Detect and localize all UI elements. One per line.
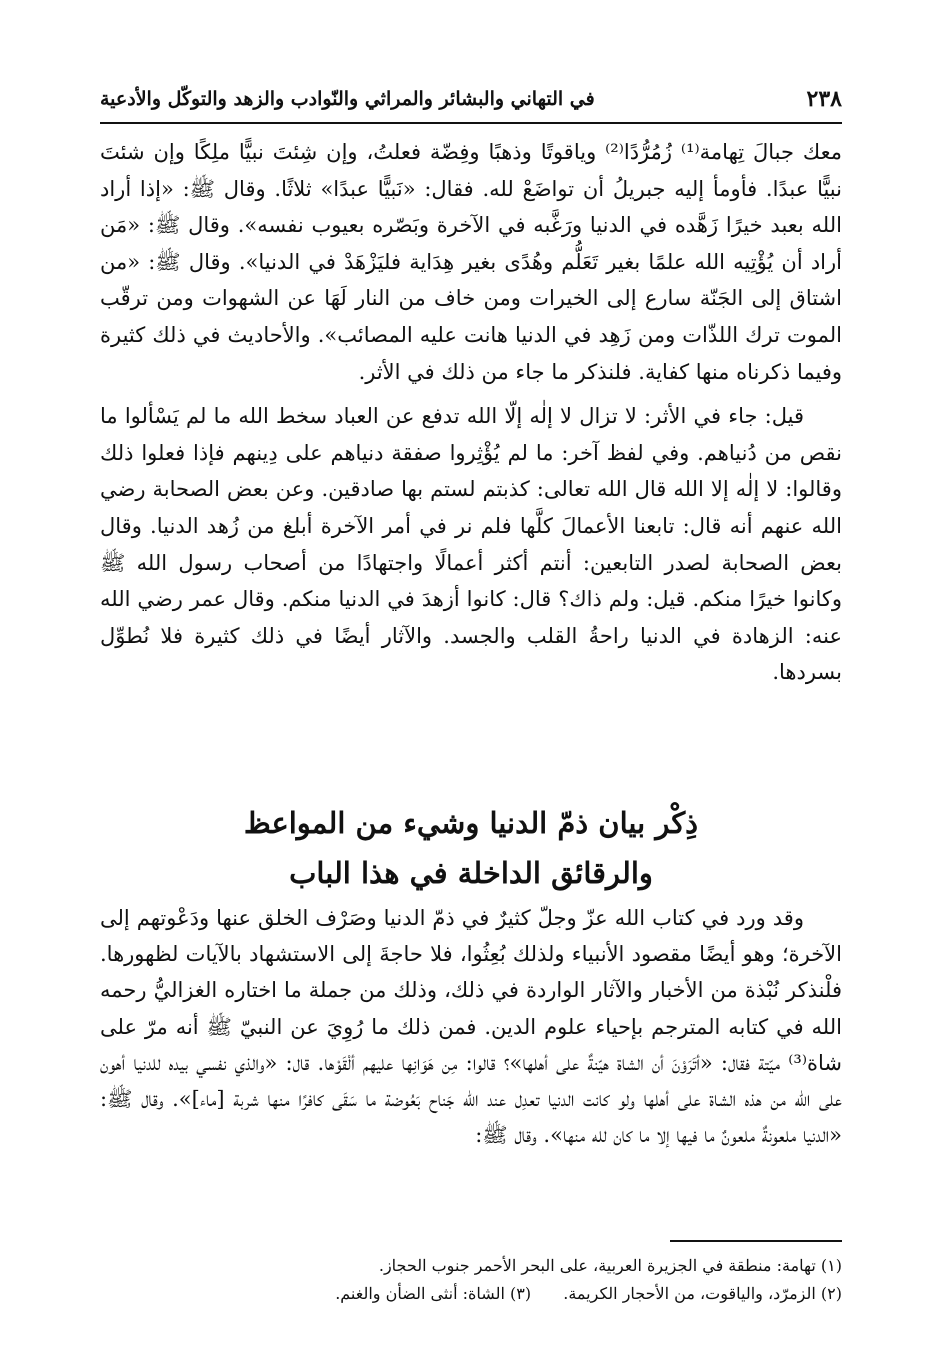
section-heading-line-1: ذِكْر بيان ذمّ الدنيا وشيء من المواعظ [243,806,699,840]
section-paragraph: وقد ورد في كتاب الله عزّ وجلّ كثيرٌ في ذمّ الدنيا وصَرْف الخلق عنها ودَعْوتهم إلى الآخرة؛ وهو أيضًا مقصود الأنبياء ولذلك بُعِثُوا، فلا حاجةَ إلى الاستشهاد بالآيات لظهورها. فلْنذكر نُبْذة من الأخبار والآثار الواردة في ذلك، وذلك من جملة ما اختاره الغزاليُّ رحمه الله في كتابه المترجم بإحياء علوم الدين. فمن ذلك ما رُوِيَ عن النبيّ ﷺ أنه مرّ على شاة⁽³⁾ ميّتة فقال: «أتَرَوْنَ أن الشاة هيّنةٌ على أهلها»؟ قالوا: مِن هَوَانِها عليهم ألْقَوْها. قال: «والذي نفسي بيده للدنيا أهون على الله من هذه الشاة على أهلها ولو كانت الدنيا تعدِل عند الله جَناح بَعُوضة ما سَقَى كافرًا منها شربة [ماء]». وقال ﷺ: «الدنيا ملعونةٌ ملعونٌ ما فيها إلا ما كان لله منها». وقال ﷺ: [100,906,842,1148]
section-heading-line-2: والرقائق الداخلة في هذا الباب [289,856,653,890]
footnote-1: (١) تهامة: منطقة في الجزيرة العربية، على البحر الأحمر جنوب الحجاز. [378,1256,842,1275]
footnotes [100,1252,842,1308]
header-divider [100,122,842,124]
intro-paragraph: معك جبالَ تِهامة⁽¹⁾ زُمُرُّدًا⁽²⁾ وياقوتًا وذهبًا وفِضّة فعلتُ، وإن شِئتَ نبيًّا ملِكًا وإن شئتَ نبيًّا عبدًا. فأومأ إليه جبريلُ أن تواضَعْ لله. فقال: «نَبيًّا عبدًا» ثلاثًا. وقال ﷺ: «إذا أراد الله بعبد خيرًا زَهَّده في الدنيا ورَغَّبه في الآخرة وبَصّره بعيوب نفسه». وقال ﷺ: «مَن أراد أن يُؤْتِيه الله علمًا بغير تَعَلُّم وهُدًى بغير هِدَاية فليَزْهَدْ في الدنيا». وقال ﷺ: «من اشتاق إلى الجَنّة سارع إلى الخيرات ومن خاف من النار لَهَا عن الشهوات ومن ترقّب الموت ترك اللذّات ومن زَهِد في الدنيا هانت عليه المصائب». والأحاديث في ذلك كثيرة وفيما ذكرناه منها كفاية. فلنذكر ما جاء من ذلك في الأثر. [100,140,842,384]
footnote-3: (٣) الشاة: أنثى الضأن والغنم. [335,1284,532,1303]
section-text [100,900,842,1153]
footnote-divider [670,1240,842,1242]
footnote-2: (٢) الزمرّد، والياقوت، من الأحجار الكريمة. [563,1284,842,1303]
page-header [100,80,842,120]
footnote-row-2 [100,1280,842,1308]
page-number: ٢٣٨ [806,86,842,112]
running-title: في التهاني والبشائر والمراثي والنّوادب والزهد والتوكّل والأدعية [100,88,595,110]
athar-paragraph: قيل: جاء في الأثر: لا تزال لا إلٰه إلّا الله تدفع عن العباد سخط الله ما لم يَسْألوا ما نقص من دُنياهم. وفي لفظ آخر: ما لم يُؤْثِروا صفقة دنياهم على دِينهم فإذا فعلوا ذلك وقالوا: لا إلٰه إلا الله قال الله تعالى: كذبتم لستم بها صادقين. وعن بعض الصحابة رضي الله عنهم أنه قال: تابعنا الأعمالَ كلَّها فلم نر في أمر الآخرة أبلغ من زُهد الدنيا. وقال بعض الصحابة لصدر التابعين: أنتم أكثر أعمالًا واجتهادًا من أصحاب رسول الله ﷺ وكانوا خيرًا منكم. قيل: ولم ذاك؟ قال: كانوا أزهدَ في الدنيا منكم. وقال عمر رضي الله عنه: الزهادة في الدنيا راحةُ القلب والجسد. والآثار أيضًا في ذلك كثيرة فلا نُطوِّل بسردها. [100,404,842,685]
section-heading [100,798,842,898]
main-text [100,134,842,691]
paragraph-spacer [100,390,842,398]
